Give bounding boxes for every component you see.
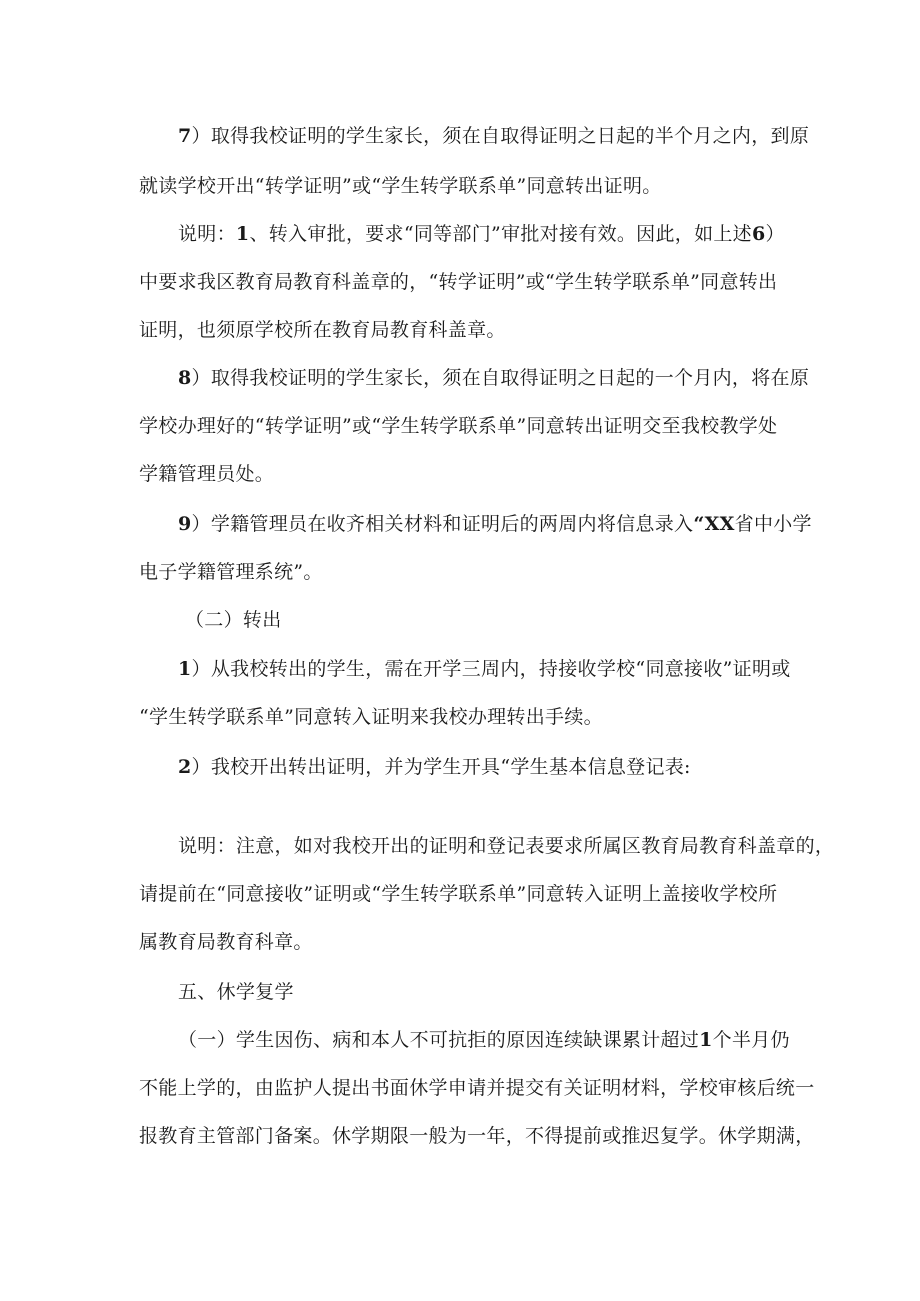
paragraph-8-line-3: 学籍管理员处。 xyxy=(139,463,275,485)
note-2-line-1: 说明：注意，如对我校开出的证明和登记表要求所属区教育局教育科盖章的， xyxy=(178,835,835,857)
section-5-heading: 五、休学复学 xyxy=(178,981,294,1003)
item-number: 2 xyxy=(178,756,192,778)
paragraph-8-line-2: 学校办理好的“转学证明”或“学生转学联系单”同意转出证明交至我校教学处 xyxy=(139,415,778,437)
note-1-line-3: 证明，也须原学校所在教育局教育科盖章。 xyxy=(139,319,506,341)
note-1-line-2: 中要求我区教育局教育科盖章的，“转学证明”或“学生转学联系单”同意转出 xyxy=(139,271,778,293)
transfer-out-2-line-1 xyxy=(178,755,691,779)
transfer-out-1-line-2: “学生转学联系单”同意转入证明来我校办理转出手续。 xyxy=(139,706,603,728)
suspension-line-3: 报教育主管部门备案。休学期限一般为一年，不得提前或推迟复学。休学期满， xyxy=(139,1125,815,1147)
text: ）从我校转出的学生，需在开学三周内，持接收学校“同意接收”证明或 xyxy=(191,658,791,680)
paragraph-9-line-1 xyxy=(178,512,812,536)
note-label: 说明： xyxy=(178,223,236,245)
item-number: 8 xyxy=(178,367,192,389)
text: 省中小学 xyxy=(734,513,812,535)
text: 、转入审批，要求“同等部门”审批对接有效。因此，如上述 xyxy=(249,223,752,245)
note-number: 1 xyxy=(235,223,250,245)
system-prefix: “XX xyxy=(693,513,735,535)
item-number: 9 xyxy=(178,513,192,535)
paragraph-7-line-2: 就读学校开出“转学证明”或“学生转学联系单”同意转出证明。 xyxy=(139,175,662,197)
section-transfer-out-heading: （二）转出 xyxy=(185,609,282,631)
text: ）我校开出转出证明，并为学生开具“学生基本信息登记表: xyxy=(191,756,691,778)
suspension-line-2: 不能上学的，由监护人提出书面休学申请并提交有关证明材料，学校审核后统一 xyxy=(139,1077,815,1099)
duration-number: 1 xyxy=(699,1029,713,1051)
text: 个半月仍 xyxy=(712,1029,790,1051)
transfer-out-1-line-1 xyxy=(178,657,791,681)
note-2-line-3: 属教育局教育科章。 xyxy=(139,931,313,953)
item-number: 1 xyxy=(178,658,192,680)
paragraph-8-line-1 xyxy=(178,366,809,390)
item-number: 7 xyxy=(178,125,192,147)
item-ref: 6 xyxy=(751,223,766,245)
text: ）学籍管理员在收齐相关材料和证明后的两周内将信息录入 xyxy=(191,513,694,535)
paragraph-9-line-2: 电子学籍管理系统”。 xyxy=(139,561,323,583)
paragraph-7-line-1 xyxy=(178,124,809,148)
text: ）取得我校证明的学生家长，须在自取得证明之日起的一个月内，将在原 xyxy=(191,367,810,389)
note-2-line-2: 请提前在“同意接收”证明或“学生转学联系单”同意转入证明上盖接收学校所 xyxy=(139,883,778,905)
text: ） xyxy=(765,223,785,245)
text: （一）学生因伤、病和本人不可抗拒的原因连续缺课累计超过 xyxy=(178,1029,700,1051)
note-1-line-1 xyxy=(178,222,785,246)
suspension-line-1 xyxy=(178,1028,790,1052)
text: ）取得我校证明的学生家长，须在自取得证明之日起的半个月之内，到原 xyxy=(191,125,810,147)
